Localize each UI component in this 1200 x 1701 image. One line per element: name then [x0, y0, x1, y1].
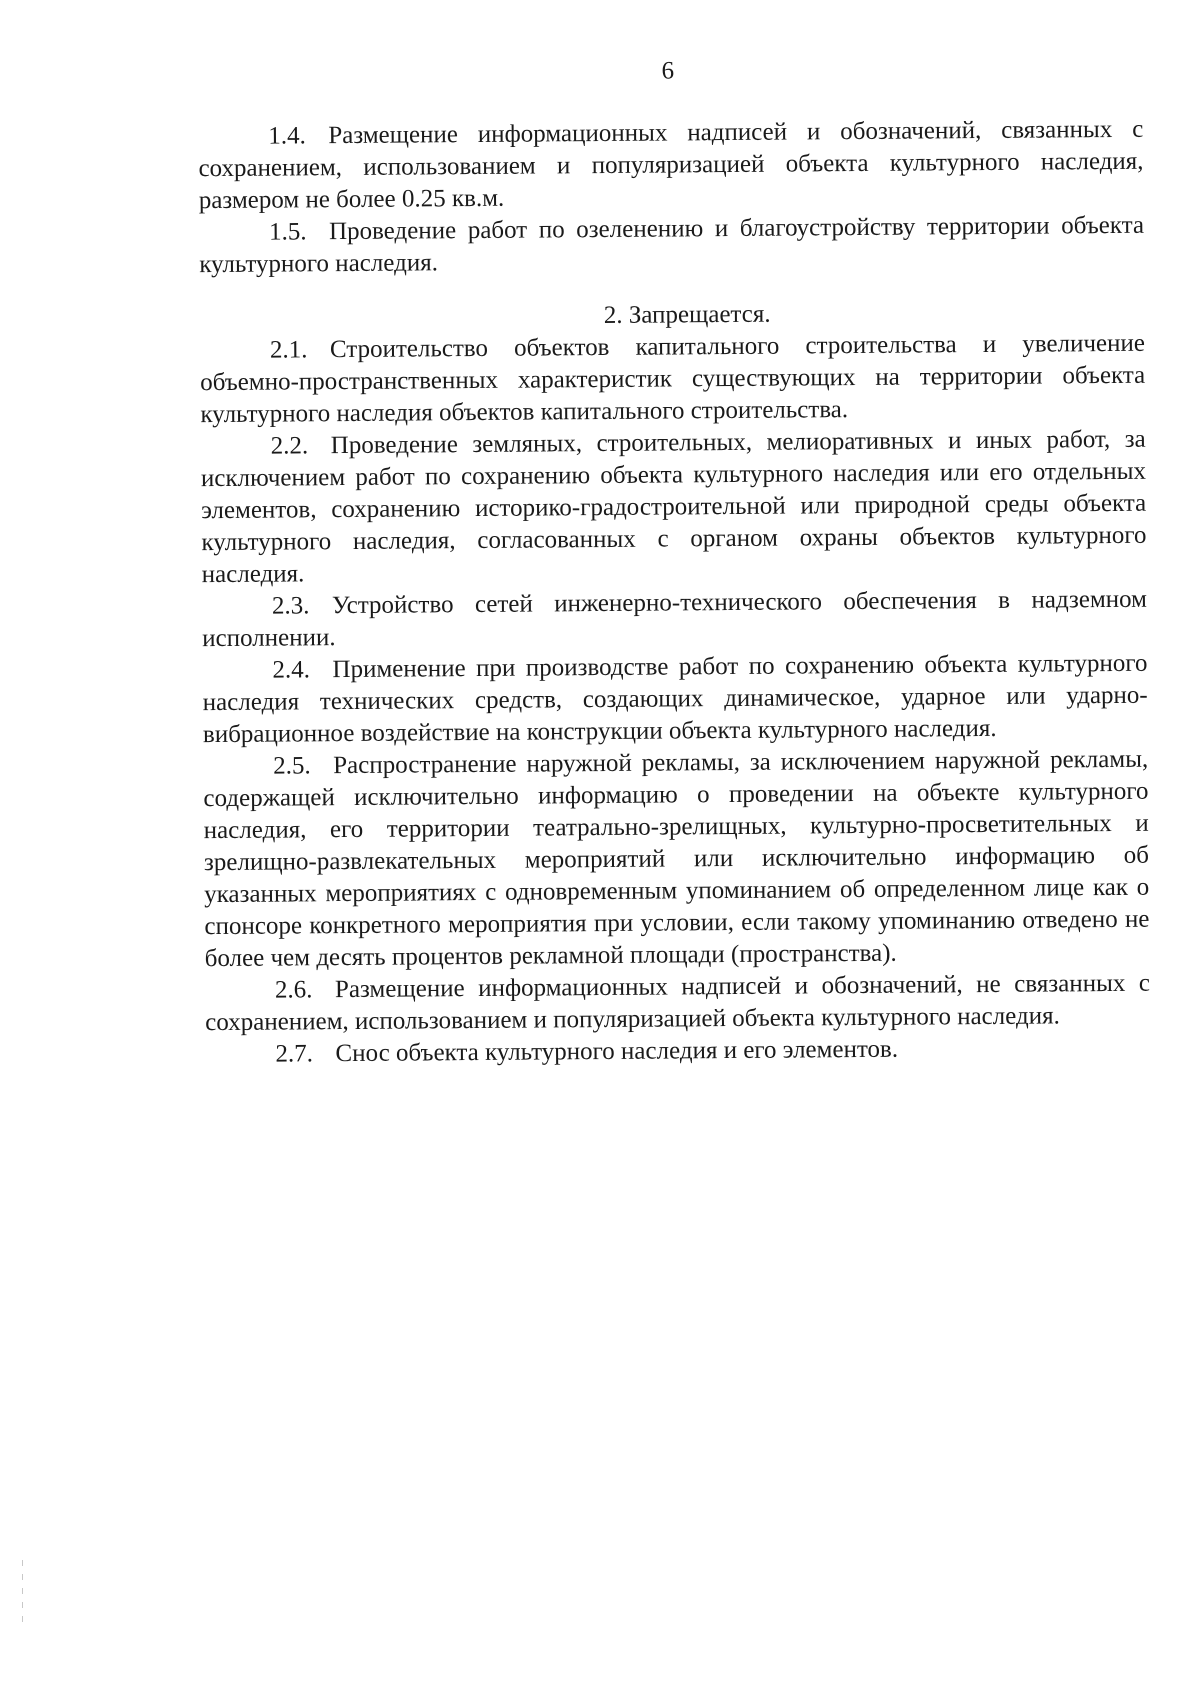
scan-edge-marks	[22, 1560, 24, 1670]
paragraph-number: 2.1.	[269, 336, 308, 364]
paragraph-2-2	[201, 424, 1147, 591]
paragraph-2-6	[205, 968, 1150, 1039]
paragraph-2-5	[203, 744, 1150, 975]
paragraph-text: Размещение информационных надписей и обозначений, связанных с сохранением, использованием и популяризацией объекта культурного наследия, размером не более 0.25 кв.м.	[198, 115, 1144, 215]
paragraph-text: Распространение наружной рекламы, за исключением наружной рекламы, содержащей исключительно информацию о проведении на объекте культурного наследия, его территории театрально-зрелищных, культурно-просветительных и зрелищно-развлекательных мероприятий или исключительно информацию об указанных мероприятиях с одновременным упоминанием об определенном лице как о спонсоре конкретного мероприятия при условии, если такому упоминанию отведено не более чем десять процентов рекламной площади (пространства).	[203, 745, 1150, 973]
paragraph-text: Устройство сетей инженерно-технического обеспечения в надземном исполнении.	[202, 585, 1148, 653]
scan-mark	[22, 1574, 23, 1580]
paragraph-2-3	[202, 584, 1147, 655]
paragraph-number: 1.4.	[268, 122, 306, 150]
scan-mark	[22, 1560, 23, 1566]
paragraph-number: 2.5.	[273, 752, 311, 780]
document-body	[198, 114, 1150, 1071]
paragraph-number: 2.2.	[270, 432, 309, 460]
paragraph-text: Строительство объектов капитального строительства и увеличение объемно-пространственных характеристик существующих на территории объекта культурного наследия объектов капитального строительства.	[200, 329, 1146, 429]
paragraph-number: 2.3.	[271, 592, 310, 620]
paragraph-1-5	[199, 210, 1144, 281]
paragraph-2-4	[202, 648, 1148, 751]
paragraph-text: Снос объекта культурного наследия и его элементов.	[335, 1035, 899, 1068]
scan-mark	[22, 1616, 23, 1622]
paragraph-number: 2.6.	[274, 976, 313, 1004]
page-number: 6	[661, 57, 675, 85]
section-heading: 2. Запрещается.	[603, 300, 771, 329]
paragraph-number: 2.7.	[275, 1040, 314, 1068]
paragraph-1-4	[198, 114, 1144, 217]
paragraph-number: 2.4.	[272, 656, 311, 684]
paragraph-text: Проведение земляных, строительных, мелиоративных и иных работ, за исключением работ по сохранению объекта культурного наследия или его отдельных элементов, сохранению историко-градостроительной или природной среды объекта культурного наследия, согласованных с органом охраны объектов культурного наследия.	[200, 425, 1147, 589]
scan-mark	[22, 1588, 23, 1594]
paragraph-number: 1.5.	[268, 218, 307, 246]
paragraph-text: Размещение информационных надписей и обозначений, не связанных с сохранением, использованием и популяризацией объекта культурного наследия.	[205, 969, 1151, 1037]
paragraph-2-7	[205, 1032, 1150, 1071]
paragraph-2-1	[200, 328, 1146, 431]
scan-mark	[22, 1602, 23, 1608]
paragraph-text: Проведение работ по озеленению и благоустройству территории объекта культурного наследия.	[199, 211, 1145, 279]
paragraph-text: Применение при производстве работ по сохранению объекта культурного наследия технических средств, создающих динамическое, ударное или ударно-вибрационное воздействие на конструкции объекта культурного наследия.	[202, 649, 1148, 749]
